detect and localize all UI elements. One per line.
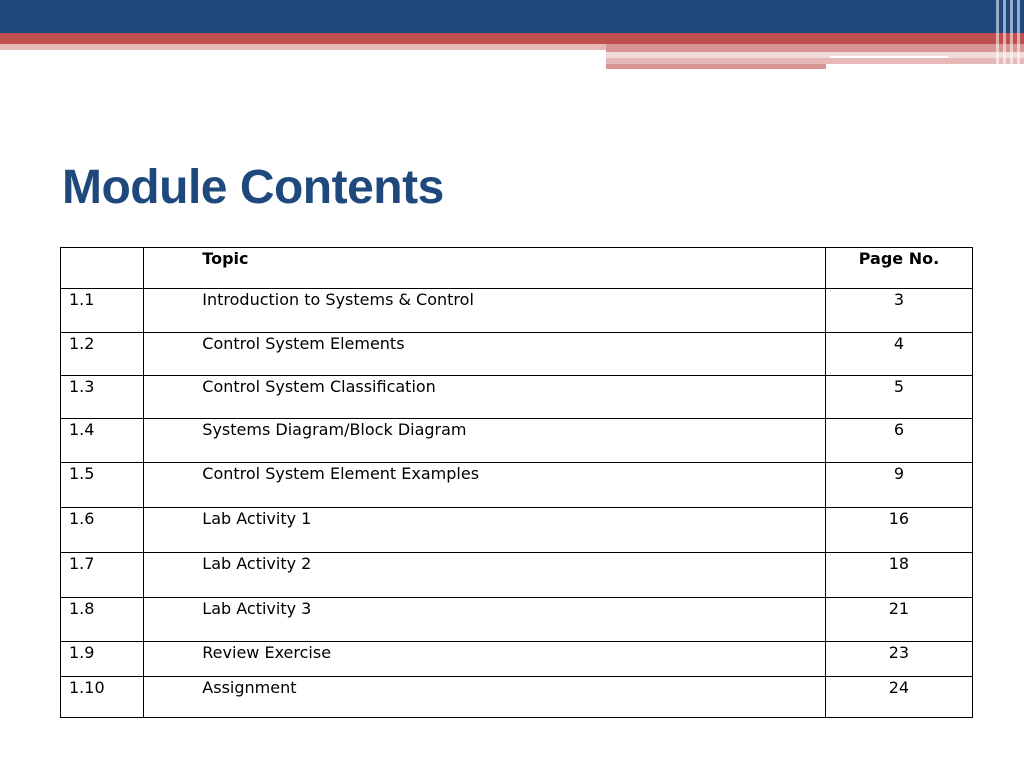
- table-row: [61, 677, 973, 718]
- slide-title: Module Contents: [62, 161, 444, 214]
- table-row: [61, 376, 973, 419]
- page-number: 4: [825, 333, 972, 376]
- section-topic: Lab Activity 1: [144, 508, 826, 553]
- section-number: 1.10: [61, 677, 144, 718]
- page-number: 23: [825, 642, 972, 677]
- section-topic: Introduction to Systems & Control: [144, 289, 826, 333]
- table-row: [61, 598, 973, 642]
- page-number: 18: [825, 553, 972, 598]
- table-row: [61, 463, 973, 508]
- banner-blue-bar: [0, 0, 1024, 33]
- section-topic: Review Exercise: [144, 642, 826, 677]
- page-number: 9: [825, 463, 972, 508]
- table-header-row: [61, 248, 973, 289]
- page-number: 16: [825, 508, 972, 553]
- header-number: [61, 248, 144, 289]
- banner-stripe: [1003, 0, 1006, 68]
- section-topic: Lab Activity 2: [144, 553, 826, 598]
- banner-stripe: [996, 0, 999, 68]
- page-number: 5: [825, 376, 972, 419]
- page-number: 21: [825, 598, 972, 642]
- section-number: 1.9: [61, 642, 144, 677]
- table-row: [61, 289, 973, 333]
- header-topic: Topic: [144, 248, 826, 289]
- section-number: 1.2: [61, 333, 144, 376]
- banner-pink-bar: [0, 44, 606, 50]
- table-row: [61, 642, 973, 677]
- banner-pink-bar: [606, 44, 1024, 52]
- section-number: 1.4: [61, 419, 144, 463]
- table-row: [61, 419, 973, 463]
- contents-table: [60, 247, 973, 718]
- table-row: [61, 553, 973, 598]
- section-number: 1.8: [61, 598, 144, 642]
- header-page: Page No.: [825, 248, 972, 289]
- page-number: 24: [825, 677, 972, 718]
- banner-stripe: [1010, 0, 1013, 68]
- table-row: [61, 508, 973, 553]
- section-number: 1.3: [61, 376, 144, 419]
- banner-red-bar: [0, 33, 1024, 44]
- page-number: 3: [825, 289, 972, 333]
- section-number: 1.6: [61, 508, 144, 553]
- section-topic: Systems Diagram/Block Diagram: [144, 419, 826, 463]
- banner-stripe: [1017, 0, 1020, 68]
- section-topic: Lab Activity 3: [144, 598, 826, 642]
- section-topic: Assignment: [144, 677, 826, 718]
- banner-accent-line: [830, 56, 948, 58]
- section-number: 1.7: [61, 553, 144, 598]
- section-topic: Control System Element Examples: [144, 463, 826, 508]
- table-row: [61, 333, 973, 376]
- section-topic: Control System Classification: [144, 376, 826, 419]
- section-number: 1.1: [61, 289, 144, 333]
- section-topic: Control System Elements: [144, 333, 826, 376]
- page-number: 6: [825, 419, 972, 463]
- section-number: 1.5: [61, 463, 144, 508]
- banner-pink-bar: [606, 64, 826, 69]
